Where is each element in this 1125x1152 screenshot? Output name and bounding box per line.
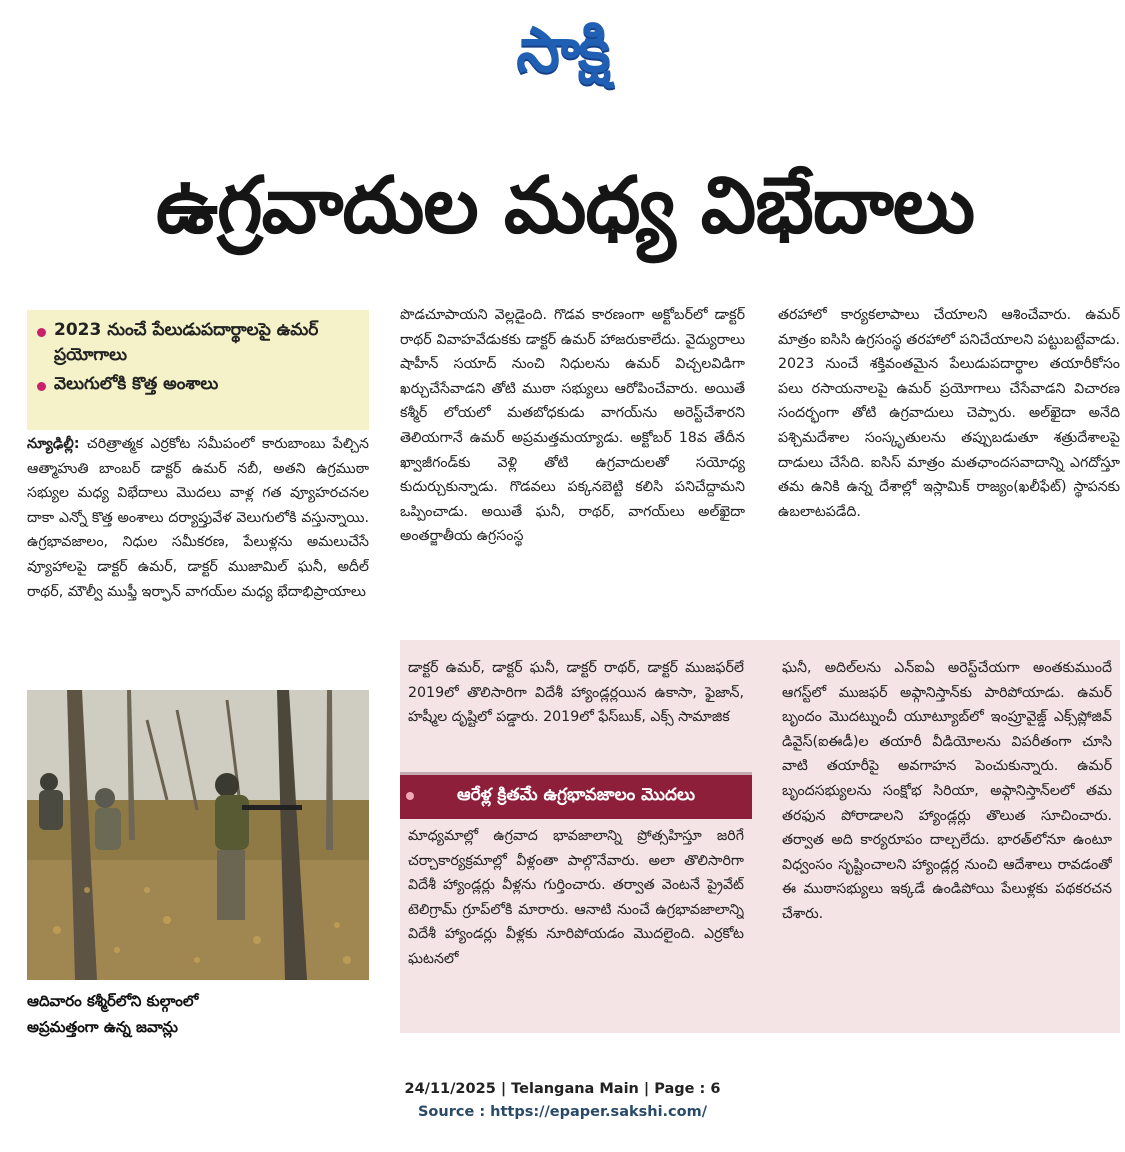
photo-caption — [27, 988, 369, 1040]
subheading-banner — [400, 772, 752, 819]
highlight-text: వెలుగులోకి కొత్త అంశాలు — [54, 374, 219, 394]
dateline: న్యూఢిల్లీ: — [27, 436, 80, 452]
bullet-icon — [37, 382, 46, 391]
article-text: పొడచూపాయని వెల్లడైంది. గొడవ కారణంగా అక్టోబర్‌లో డాక్టర్ రాథర్ వివాహవేడుకకు డాక్టర్ ఉమర్ హాజరుకాలేదు. వైద్యురాలు షాహీన్ సయాద్ నుంచి నిధులను ఉమర్ విచ్చలవిడిగా ఖర్చుచేసేవాడని తోటి ముఠా సభ్యులు ఆరోపించేవారు. అయితే కశ్మీర్ లోయలో మతబోధకుడు వాగయ్‌ను అరెస్ట్‌చేశారని తెలియగానే ఉమర్ అప్రమత్తమయ్యాడు. అక్టోబర్ 18వ తేదీన ఖ్వాజీగండ్‌కు వెళ్లి తోటి ఉగ్రవాదులతో సయోధ్య కుదుర్చుకున్నాడు. గొడవలు పక్కనబెట్టి కలిసి పనిచేద్దామని ఒప్పించాడు. అయితే ఘనీ, రాథర్, వాగయ్‌లు అల్‌ఖైదా అంతర్జాతీయ ఉగ్రసంస్థ — [400, 307, 745, 545]
news-photo — [27, 690, 369, 980]
article-text: చరిత్రాత్మక ఎర్రకోట సమీపంలో కారుబాంబు పేల్చిన ఆత్మాహుతి బాంబర్ డాక్టర్ ఉమర్ నబీ, అతని ఉగ్రముఠా సభ్యుల మధ్య విభేదాలు మొదలు వాళ్ల గత వ్యూహరచనల దాకా ఎన్నో కొత్త అంశాలు దర్యాప్తువేళ వెలుగులోకి వస్తున్నాయి. ఉగ్రభావజాలం, నిధుల సమీకరణ, పేలుళ్లను అమలుచేసే వ్యూహాలపై డాక్టర్ ఉమర్, డాక్టర్ ముజామిల్ ఘనీ, అదీల్ రాథర్, మౌల్వీ ముఫ్తీ ఇర్ఫాన్ వాగయ్‌ల మధ్య భేదాభిప్రాయాలు — [27, 436, 369, 600]
highlight-text: 2023 నుంచే పేలుడుపదార్థాలపై ఉమర్ ప్రయోగాలు — [54, 320, 319, 365]
article-text: మాధ్యమాల్లో ఉగ్రవాద భావజాలాన్ని ప్రోత్సహిస్తూ జరిగే చర్చాకార్యక్రమాల్లో వీళ్లంతా పాల్గొనేవారు. అలా తొలిసారిగా విదేశీ హ్యాండ్లర్లు వీళ్లను గుర్తించారు. తర్వాత వెంటనే ప్రైవేట్ టెలిగ్రామ్ గ్రూప్‌లోకి మారారు. ఆనాటి నుంచే ఉగ్రభావజాలాన్ని విదేశీ హ్యాండర్లు వీళ్లకు నూరిపోయడం మొదలైంది. ఎర్రకోట ఘటనలో — [408, 828, 744, 967]
headline-text: ఉగ్రవాదుల మధ్య విభేదాలు — [155, 160, 975, 251]
panel-column-middle-top — [408, 656, 744, 776]
headline — [20, 155, 1110, 275]
article-paragraph — [27, 432, 369, 604]
article-text: తరహాలో కార్యకలాపాలు చేయాలని ఆశించేవారు. ఉమర్ మాత్రం ఐసిసి ఉగ్రసంస్థ తరహాలో పనిచేయాలని పట్టుబట్టేవాడు. 2023 నుంచే శక్తివంతమైన పేలుడుపదార్థాల తయారీకోసం పలు రసాయనాలపై ఉమర్ ప్రయోగాలు చేసేవాడని విచారణ సందర్భంగా తోటి ఉగ్రవాదులు చెప్పారు. అల్‌ఖైదా అనేది పశ్చిమదేశాల సంస్కృతులను తప్పుబడుతూ శత్రుదేశాలపై దాడులు చేసేది. ఐసిస్ మాత్రం మతఛాందసవాదాన్ని ఎగదోస్తూ తమ ఉనికి ఉన్న దేశాల్లో ఇస్లామిక్ రాజ్యం(ఖలీఫేట్) స్థాపనకు ఉబలాటపడేది. — [778, 307, 1120, 520]
article-column-middle — [400, 303, 745, 635]
highlights-box — [27, 310, 369, 430]
highlight-item — [37, 318, 359, 368]
subheading-text: ఆరేళ్ల క్రితమే ఉగ్రభావజాలం మొదలు — [457, 785, 695, 805]
article-text: ఘనీ, అదిల్‌లను ఎన్ఐఏ అరెస్ట్‌చేయగా అంతకుముందే ఆగస్ట్‌లో ముజఫర్ అఫ్గానిస్తాన్‌కు పారిపోయాడు. ఉమర్ బృందం మొదట్నుంచీ యూట్యూబ్‌లో ఇంప్రూవైజ్డ్ ఎక్స్‌ప్లోజివ్ డివైస్(ఐఈడీ)ల తయారీ వీడియోలను విపరీతంగా చూసి వాటి తయారీపై అవగాహన పెంచుకున్నారు. ఉమర్ బృందసభ్యులను సంక్షోభ సిరియా, అఫ్గానిస్తాన్‌లలో తమ తరఫున పోరాడాలని హ్యాండ్లర్లు తొలుత సూచించారు. తర్వాత అది కార్యరూపం దాల్చలేదు. భారత్‌లోనూ ఉంటూ విధ్వంసం సృష్టించాలని హ్యాండ్లర్ల నుంచి ఆదేశాలు రావడంతో ఈ ముఠాసభ్యులు ఇక్కడే ఉండిపోయి పేలుళ్లకు పథకరచన చేశారు. — [782, 660, 1112, 922]
article-column-right — [778, 303, 1120, 633]
soldiers-photo-illustration — [27, 690, 369, 980]
footer-source-link[interactable]: Source : https://epaper.sakshi.com/ — [417, 1104, 708, 1120]
footer-date-page: 24/11/2025 | Telangana Main | Page : 6 — [404, 1081, 721, 1097]
masthead-logo — [0, 12, 1125, 102]
page-footer — [0, 1078, 1125, 1124]
logo-text: సాక్షి — [516, 13, 609, 86]
caption-line: ఆదివారం కశ్మీర్‌లోని కుల్గాంలో — [27, 992, 199, 1010]
bullet-icon — [37, 328, 46, 337]
highlight-item — [37, 372, 359, 397]
article-column-left — [27, 432, 369, 686]
caption-line: అప్రమత్తంగా ఉన్న జవాన్లు — [27, 1018, 178, 1036]
panel-column-middle-bottom — [408, 824, 744, 1029]
article-text: డాక్టర్ ఉమర్, డాక్టర్ ఘనీ, డాక్టర్ రాథర్, డాక్టర్ ముజఫర్‌లే 2019లో తొలిసారిగా విదేశీ హ్యాండ్లర్లయిన ఉకాసా, ఫైజాన్, హష్మీల దృష్టిలో పడ్డారు. 2019లో ఫేస్‌బుక్, ఎక్స్ సామాజిక — [408, 660, 744, 726]
panel-column-right — [782, 656, 1112, 1028]
bullet-icon — [406, 792, 414, 800]
